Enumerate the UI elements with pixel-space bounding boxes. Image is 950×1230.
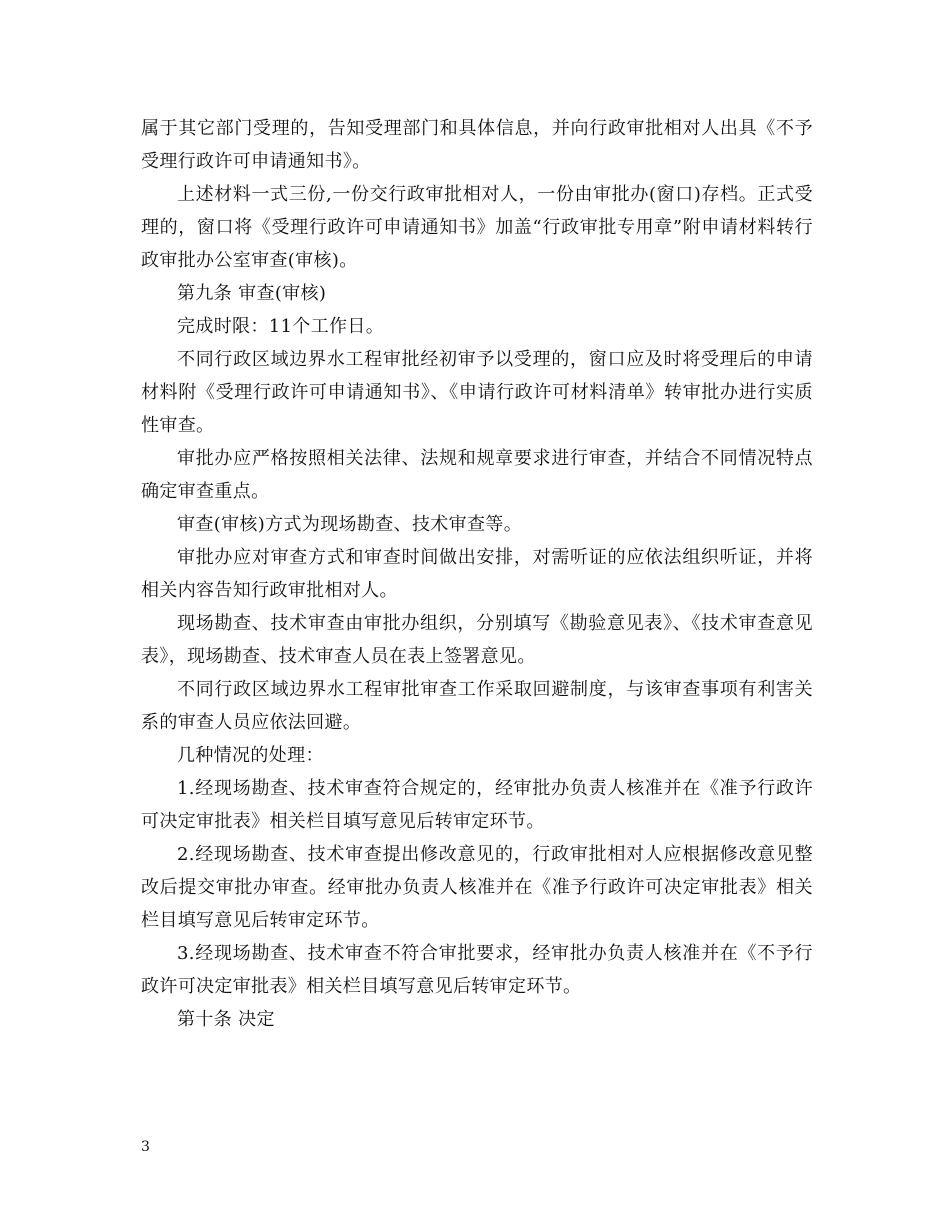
paragraph: 上述材料一式三份,一份交行政审批相对人，一份由审批办(窗口)存档。正式受理的，窗口将《受理行政许可申请通知书》加盖“行政审批专用章”附申请材料转行政审批办公室审查(审核)。 [141, 184, 813, 271]
paragraph: 完成时限：11个工作日。 [177, 316, 385, 337]
section-heading: 第十条 决定 [177, 1009, 275, 1030]
paragraph: 不同行政区域边界水工程审批经初审予以受理的，窗口应及时将受理后的申请材料附《受理行政许可申请通知书》、《申请行政许可材料清单》转审批办进行实质性审查。 [141, 349, 813, 436]
paragraph: 审批办应对审查方式和审查时间做出安排，对需听证的应依法组织听证，并将相关内容告知行政审批相对人。 [141, 547, 813, 601]
paragraph: 审查(审核)方式为现场勘查、技术审查等。 [177, 514, 523, 535]
section-heading: 第九条 审查(审核) [177, 283, 327, 304]
paragraph: 审批办应严格按照相关法律、法规和规章要求进行审查，并结合不同情况特点确定审查重点。 [141, 448, 813, 502]
document-body [141, 112, 813, 1036]
page-number: 3 [141, 1139, 150, 1155]
paragraph: 属于其它部门受理的，告知受理部门和具体信息，并向行政审批相对人出具《不予受理行政许可申请通知书》。 [141, 118, 813, 172]
list-item: 2.经现场勘查、技术审查提出修改意见的，行政审批相对人应根据修改意见整改后提交审批办审查。经审批办负责人核准并在《准予行政许可决定审批表》相关栏目填写意见后转审定环节。 [141, 844, 813, 931]
list-item: 1.经现场勘查、技术审查符合规定的，经审批办负责人核准并在《准予行政许可决定审批表》相关栏目填写意见后转审定环节。 [141, 778, 813, 832]
list-item: 3.经现场勘查、技术审查不符合审批要求，经审批办负责人核准并在《不予行政许可决定审批表》相关栏目填写意见后转审定环节。 [141, 943, 813, 997]
paragraph: 现场勘查、技术审查由审批办组织，分别填写《勘验意见表》、《技术审查意见表》，现场勘查、技术审查人员在表上签署意见。 [141, 613, 813, 667]
paragraph: 不同行政区域边界水工程审批审查工作采取回避制度，与该审查事项有利害关系的审查人员应依法回避。 [141, 679, 813, 733]
paragraph: 几种情况的处理： [177, 745, 324, 766]
